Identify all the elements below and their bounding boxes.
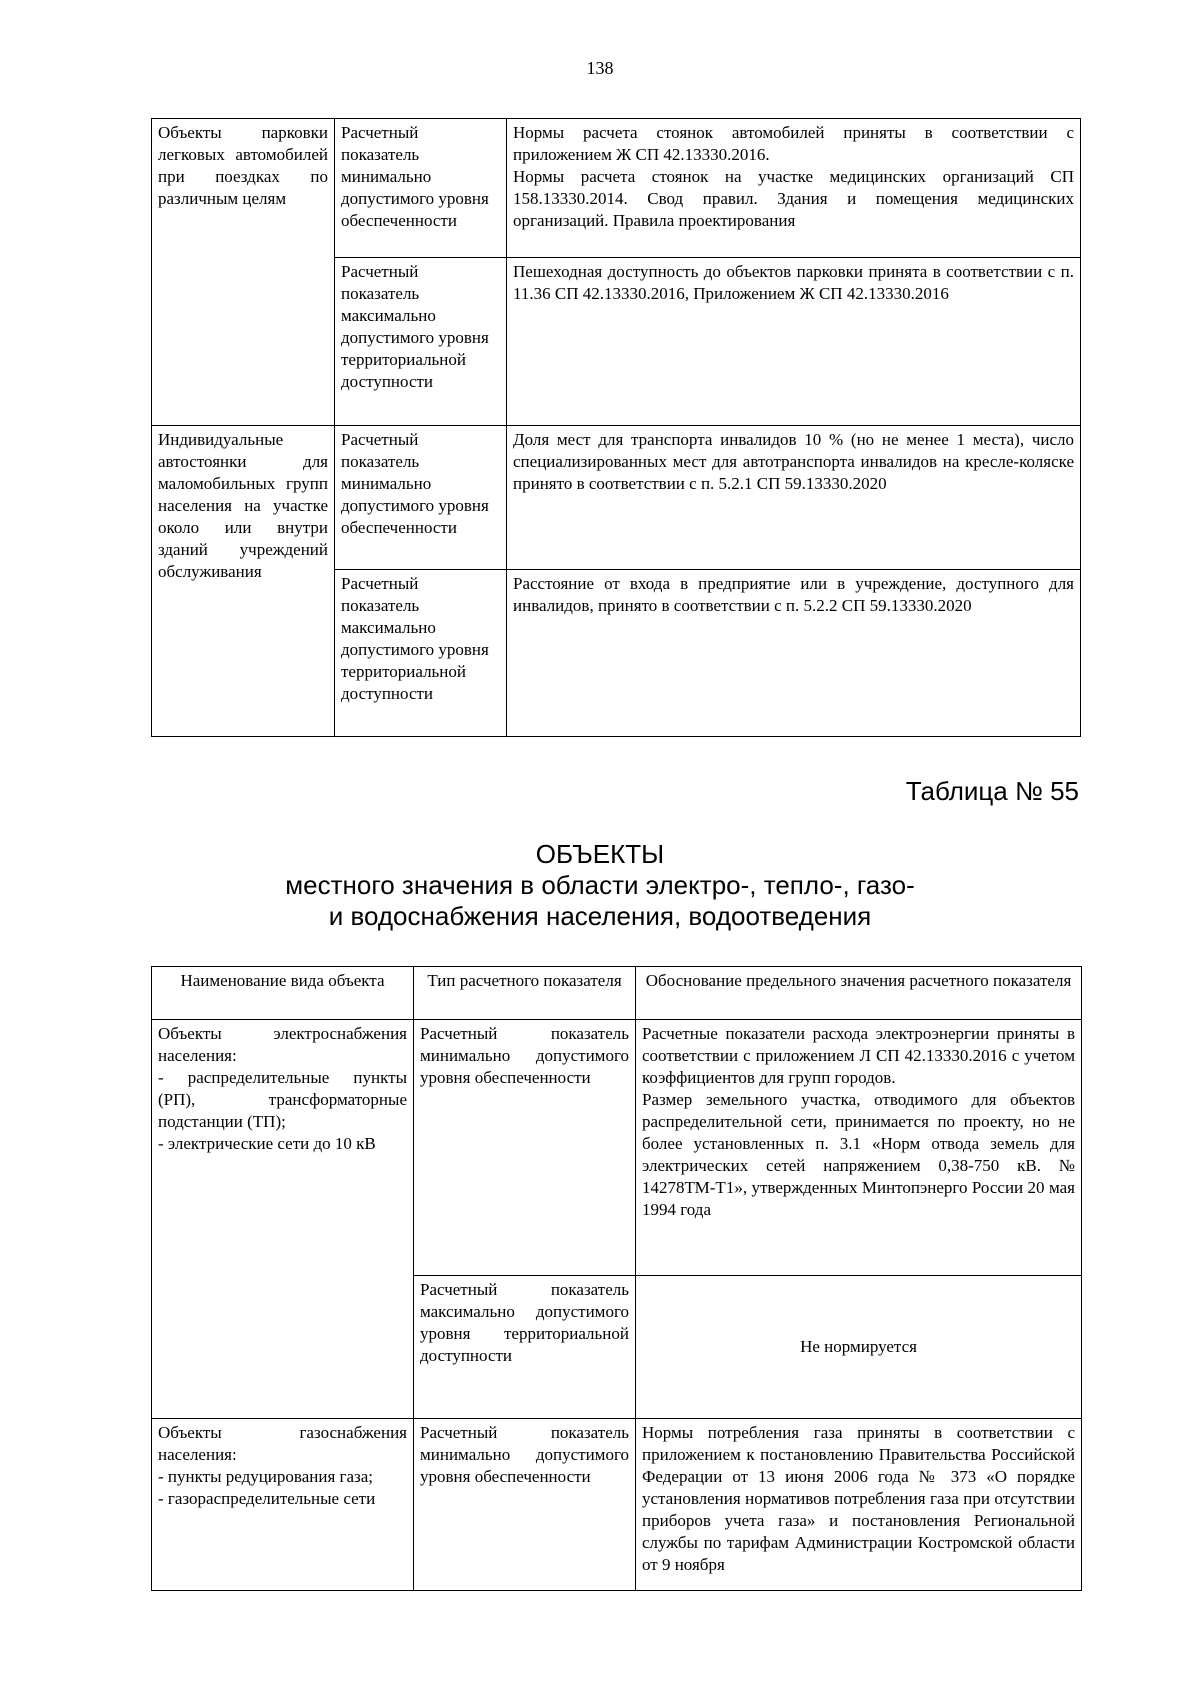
table-caption: Таблица № 55 — [905, 776, 1079, 806]
object-item: - электрические сети до 10 кВ — [158, 1134, 376, 1153]
table-title: ОБЪЕКТЫ — [535, 839, 665, 869]
object-name-cell — [152, 1020, 414, 1419]
utilities-objects-table — [151, 966, 1082, 1591]
column-header-basis: Обоснование предельного значения расчетного показателя — [636, 967, 1082, 1020]
basis-cell — [507, 119, 1081, 258]
basis-paragraph: Нормы расчета стоянок на участке медицинских организаций СП 158.13330.2014. Свод правил. Здания и помещения медицинских организаций. Правила проектирования — [513, 167, 1074, 230]
table-row — [152, 1020, 1082, 1276]
column-header-indicator-type: Тип расчетного показателя — [414, 967, 636, 1020]
object-name-cell — [152, 1419, 414, 1591]
basis-cell: Доля мест для транспорта инвалидов 10 % (но не менее 1 места), число специализированных мест для автотранспорта инвалидов на кресле-коляске принято в соответствии с п. 5.2.1 СП 59.13330.2020 — [507, 426, 1081, 570]
table-header-row — [152, 967, 1082, 1020]
object-heading: Объекты электроснабжения населения: — [158, 1024, 407, 1065]
indicator-type-cell: Расчетный показатель максимально допустимого уровня территориальной доступности — [335, 258, 507, 426]
table-row — [152, 426, 1081, 570]
object-item: - пункты редуцирования газа; — [158, 1467, 374, 1486]
table-subtitle-line-1: местного значения в области электро-, тепло-, газо- — [285, 870, 915, 900]
basis-paragraph: Размер земельного участка, отводимого для объектов распределительной сети, принимается по проекту, но не более установленных п. 3.1 «Норм отвода земель для электрических сетей напряжением 0,38-750 кВ. № 14278ТМ-Т1», утвержденных Минтопэнерго России 20 мая 1994 года — [642, 1090, 1075, 1219]
table-row — [152, 1419, 1082, 1591]
parking-objects-table — [151, 118, 1081, 737]
basis-paragraph: Нормы расчета стоянок автомобилей приняты в соответствии с приложением Ж СП 42.13330.2016. — [513, 123, 1074, 164]
table-row — [152, 119, 1081, 258]
object-item: - распределительные пункты (РП), трансформаторные подстанции (ТП); — [158, 1068, 407, 1131]
table-subtitle-line-2: и водоснабжения населения, водоотведения — [328, 901, 872, 931]
object-heading: Объекты газоснабжения населения: — [158, 1423, 407, 1464]
basis-cell: Расстояние от входа в предприятие или в учреждение, доступного для инвалидов, принято в соответствии с п. 5.2.2 СП 59.13330.2020 — [507, 570, 1081, 737]
object-name-cell: Индивидуальные автостоянки для маломобильных групп населения на участке около или внутри зданий учреждений обслуживания — [152, 426, 335, 737]
basis-cell — [636, 1020, 1082, 1276]
indicator-type-cell: Расчетный показатель максимально допустимого уровня территориальной доступности — [335, 570, 507, 737]
basis-paragraph: Расчетные показатели расхода электроэнергии приняты в соответствии с приложением Л СП 42.13330.2016 с учетом коэффициентов для групп городов. — [642, 1024, 1075, 1087]
indicator-type-cell: Расчетный показатель минимально допустимого уровня обеспеченности — [335, 119, 507, 258]
object-name-cell: Объекты парковки легковых автомобилей при поездках по различным целям — [152, 119, 335, 426]
indicator-type-cell: Расчетный показатель максимально допустимого уровня территориальной доступности — [414, 1276, 636, 1419]
basis-cell: Не нормируется — [636, 1276, 1082, 1419]
basis-cell: Пешеходная доступность до объектов парковки принята в соответствии с п. 11.36 СП 42.13330.2016, Приложением Ж СП 42.13330.2016 — [507, 258, 1081, 426]
indicator-type-cell: Расчетный показатель минимально допустимого уровня обеспеченности — [335, 426, 507, 570]
column-header-object: Наименование вида объекта — [152, 967, 414, 1020]
indicator-type-cell: Расчетный показатель минимально допустимого уровня обеспеченности — [414, 1419, 636, 1591]
object-item: - газораспределительные сети — [158, 1489, 376, 1508]
indicator-type-cell: Расчетный показатель минимально допустимого уровня обеспеченности — [414, 1020, 636, 1276]
page-number: 138 — [586, 58, 614, 78]
basis-cell: Нормы потребления газа приняты в соответствии с приложением к постановлению Правительства Российской Федерации от 13 июня 2006 года № 373 «О порядке установления нормативов потребления газа при отсутствии приборов учета газа» и постановления Региональной службы по тарифам Администрации Костромской области от 9 ноября — [636, 1419, 1082, 1591]
